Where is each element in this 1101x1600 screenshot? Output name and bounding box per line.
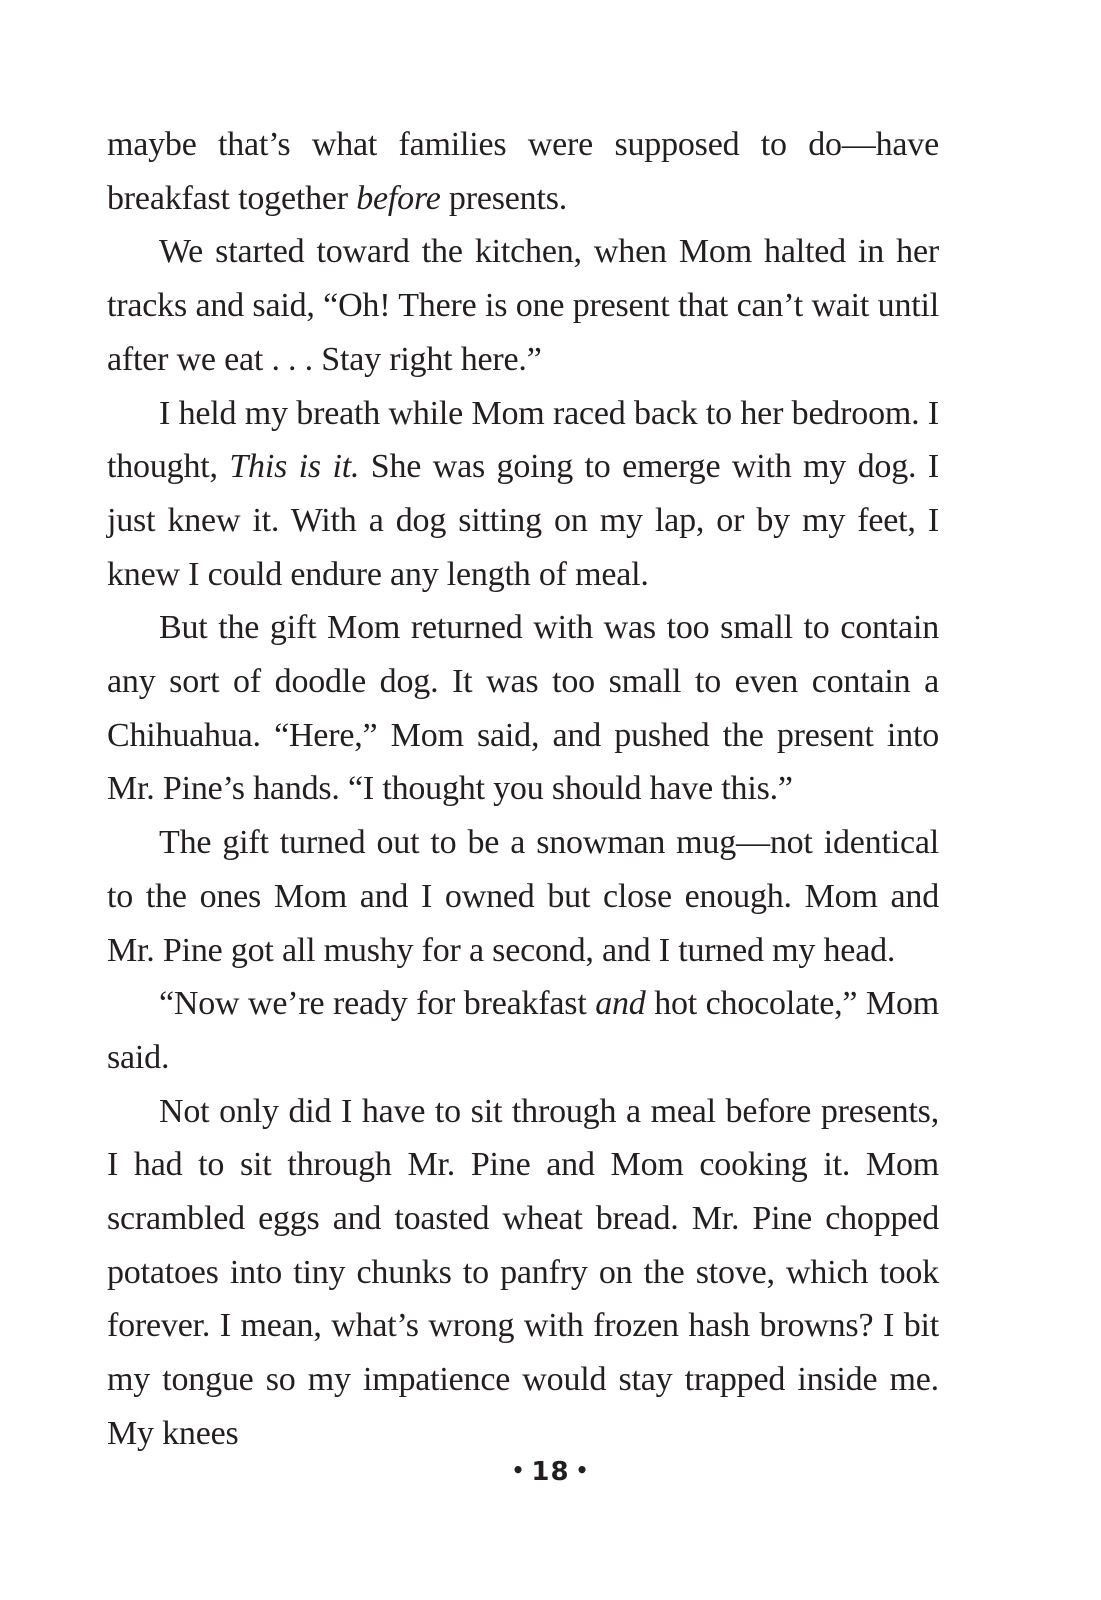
text-run: I held my breath while Mom raced back to her bedroom. I thought, <box>107 394 939 486</box>
text-run: presents. <box>440 179 568 217</box>
text-run: We started toward the kitchen, when Mom halted in her tracks and said, “Oh! There is one present that can’t wait until after we eat . . . Stay right here.” <box>107 233 939 378</box>
paragraph <box>107 977 939 1084</box>
paragraph <box>107 387 939 602</box>
paragraph <box>107 601 939 816</box>
folio-left-dot: • <box>511 1458 526 1482</box>
italic-text: This is it. <box>229 448 360 486</box>
italic-text: before <box>356 179 441 217</box>
italic-text: and <box>595 985 646 1023</box>
text-run: She was going to emerge with my dog. I just knew it. With a dog sitting on my lap, or by my feet, I knew I could endure any length of meal. <box>107 448 939 593</box>
text-run: The gift turned out to be a snowman mug—not identical to the ones Mom and I owned but close enough. Mom and Mr. Pine got all mushy for a second, and I turned my head. <box>107 824 939 969</box>
page-number-folio <box>0 1457 1101 1487</box>
page-number: 18 <box>531 1457 570 1487</box>
paragraph <box>107 225 939 386</box>
text-run: “Now we’re ready for breakfast <box>159 985 596 1023</box>
text-run: maybe that’s what families were supposed to do—have breakfast together <box>107 126 939 217</box>
paragraph <box>107 816 939 977</box>
paragraph <box>107 118 939 225</box>
text-run: Not only did I have to sit through a meal before presents, I had to sit through Mr. Pine and Mom cooking it. Mom scrambled eggs and toasted wheat bread. Mr. Pine chopped potatoes into tiny chunks to panfry on the stove, which took forever. I mean, what’s wrong with frozen hash browns? I bit my tongue so my impatience would stay trapped inside me. My knees <box>107 1092 939 1452</box>
text-run: hot chocolate,” Mom said. <box>107 985 939 1076</box>
folio-right-dot: • <box>575 1458 590 1482</box>
page-body <box>107 118 939 1461</box>
text-run: But the gift Mom returned with was too small to contain any sort of doodle dog. It was too small to even contain a Chihuahua. “Here,” Mom said, and pushed the present into Mr. Pine’s hands. “I thought you should have this.” <box>107 609 939 808</box>
paragraph <box>107 1085 939 1461</box>
